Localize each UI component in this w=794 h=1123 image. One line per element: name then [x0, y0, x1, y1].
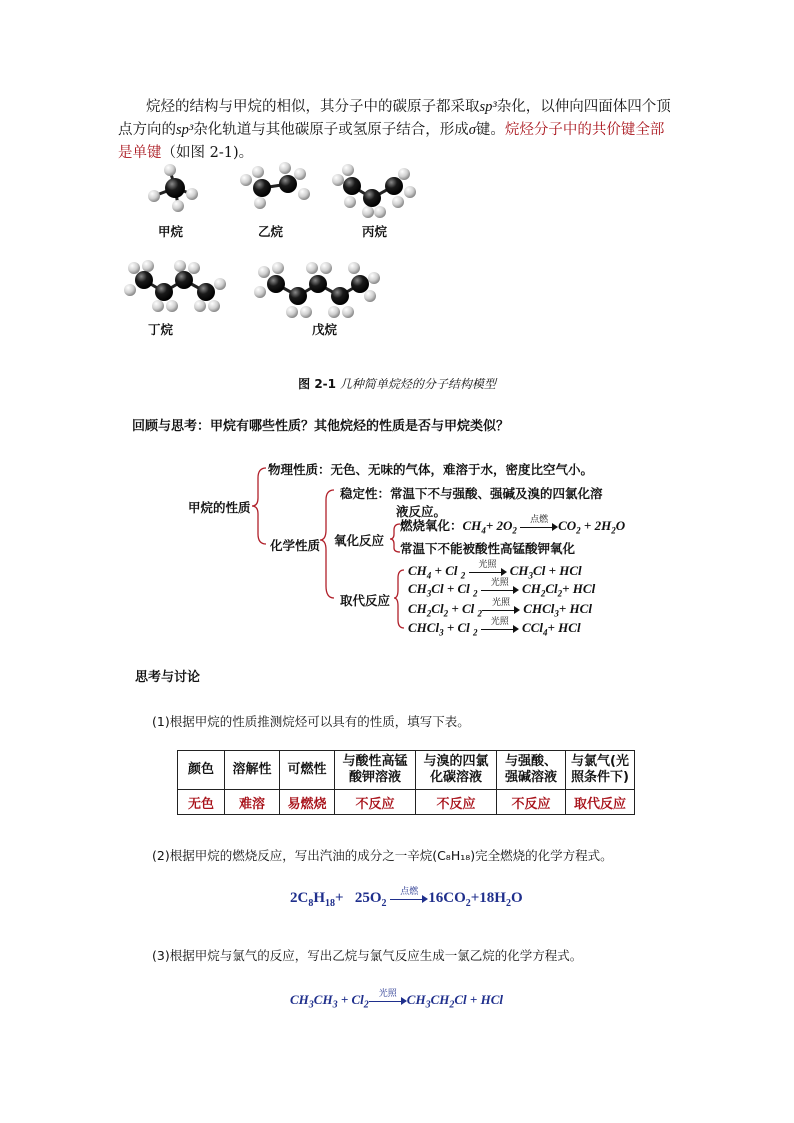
table-header-cell: 与溴的四氯 化碳溶液 — [416, 751, 497, 790]
substitution-eq-4: CHCl$_3$ + Cl $_2$ 光照 CCl$_4$+ HCl — [408, 617, 581, 638]
stability-text: 常温下不与强酸、强碱及溴的四氯化溶 — [390, 486, 603, 501]
sp3-term: sp³ — [479, 99, 497, 115]
intro-text-3: 杂化轨道与其他碳原子或氢原子结合，形成 — [193, 122, 469, 138]
map-physical — [268, 460, 593, 478]
sigma-symbol: σ — [468, 122, 476, 138]
intro-text-1: 烷烃的结构与甲烷的相似，其分子中的碳原子都采取 — [146, 99, 480, 115]
physical-label: 物理性质： — [268, 462, 331, 477]
map-combustion — [400, 516, 625, 536]
substitution-eq-3: $CH_2Cl_2 + Cl$ $_2$ 光照 CHCl$_3$+ HCl — [408, 598, 592, 619]
substitution-eq-2: $CH_3Cl + Cl$ $_2$ 光照 $CH_2Cl_2+$ HCl — [408, 578, 596, 599]
table-header-cell: 溶解性 — [225, 751, 280, 790]
map-substitution: 取代反应 — [340, 593, 391, 608]
table-answer-cell: 取代反应 — [566, 790, 635, 815]
table-answer-cell: 无色 — [178, 790, 225, 815]
arrow-light: 光照 — [469, 565, 507, 579]
sp3-term: sp³ — [176, 122, 194, 138]
table-header-row — [178, 751, 635, 790]
molecule-label-methane: 甲烷 — [158, 224, 184, 239]
answer-equation-3: $CH_3CH_3 + Cl_2$ 光照 $CH_3CH_2Cl$ + HCl — [290, 989, 503, 1011]
table-answer-cell: 难溶 — [225, 790, 280, 815]
map-no-oxidation: 常温下不能被酸性高锰酸钾氧化 — [400, 541, 576, 556]
table-header-cell: 与强酸、 强碱溶液 — [497, 751, 566, 790]
map-stability-cont: 液反应。 — [396, 504, 447, 519]
table-answer-cell: 不反应 — [416, 790, 497, 815]
arrow-light: 光照 — [481, 622, 519, 636]
arrow-light: 光照 — [481, 583, 519, 597]
table-answer-cell: 不反应 — [497, 790, 566, 815]
arrow-ignite: 点燃 — [520, 520, 558, 534]
molecule-label-pentane: 戊烷 — [312, 322, 338, 337]
intro-text-2: 杂化，以伸向四面体四个顶点方向的 — [118, 99, 671, 138]
question-2: (2)根据甲烷的燃烧反应，写出汽油的成分之一辛烷(C₈H₁₈)完全燃烧的化学方程式。 — [152, 848, 613, 863]
map-chemical: 化学性质 — [270, 538, 321, 553]
molecule-label-ethane: 乙烷 — [258, 224, 284, 239]
table-row — [178, 790, 635, 815]
molecule-label-propane: 丙烷 — [362, 224, 388, 239]
table-header-cell: 可燃性 — [280, 751, 335, 790]
combustion-label: 燃烧氧化： — [400, 518, 463, 533]
map-oxidation: 氧化反应 — [334, 533, 385, 548]
arrow-light: 光照 — [482, 603, 520, 617]
table-answer-cell: 易燃烧 — [280, 790, 335, 815]
figure-number: 图 2-1 — [298, 377, 336, 391]
arrow-ignite: 点燃 — [390, 892, 428, 906]
map-stability — [340, 484, 603, 502]
discussion-title: 思考与讨论 — [135, 670, 201, 685]
physical-text: 无色、无味的气体，难溶于水，密度比空气小。 — [330, 462, 594, 477]
question-3: (3)根据甲烷与氯气的反应，写出乙烷与氯气反应生成一氯乙烷的化学方程式。 — [152, 948, 583, 963]
answer-equation-2: $2C_8H_{18}+ 25O_2$ 点燃 $16CO_2+18H_2O$ — [290, 886, 523, 909]
table-answer-cell: 不反应 — [335, 790, 416, 815]
arrow-light: 光照 — [369, 994, 407, 1008]
combustion-equation: $CH_4+ 2O_2$ 点燃 $CO_2 + 2H_2O$ — [462, 515, 626, 536]
table-header-cell: 与酸性高锰 酸钾溶液 — [335, 751, 416, 790]
figure-caption-text: 几种简单烷烃的分子结构模型 — [339, 377, 496, 391]
intro-text-4: 键。 — [475, 122, 505, 138]
map-root: 甲烷的性质 — [188, 500, 251, 515]
intro-text-6: （如图 2-1)。 — [161, 145, 254, 161]
table-header-cell: 与氯气(光 照条件下) — [566, 751, 635, 790]
stability-label: 稳定性： — [340, 486, 391, 501]
review-question: 回顾与思考：甲烷有哪些性质？其他烷烃的性质是否与甲烷类似？ — [132, 419, 510, 434]
substitution-eq-1: $CH_4 + Cl$ $_2$ 光照 $CH_3Cl$ + HCl — [408, 560, 582, 581]
table-header-cell: 颜色 — [178, 751, 225, 790]
properties-table — [177, 750, 635, 815]
intro-highlight: 烷烃分子中的共价键全部是单键 — [118, 122, 665, 161]
question-1: (1)根据甲烷的性质推测烷烃可以具有的性质，填写下表。 — [152, 714, 470, 729]
molecule-label-butane: 丁烷 — [148, 322, 174, 337]
